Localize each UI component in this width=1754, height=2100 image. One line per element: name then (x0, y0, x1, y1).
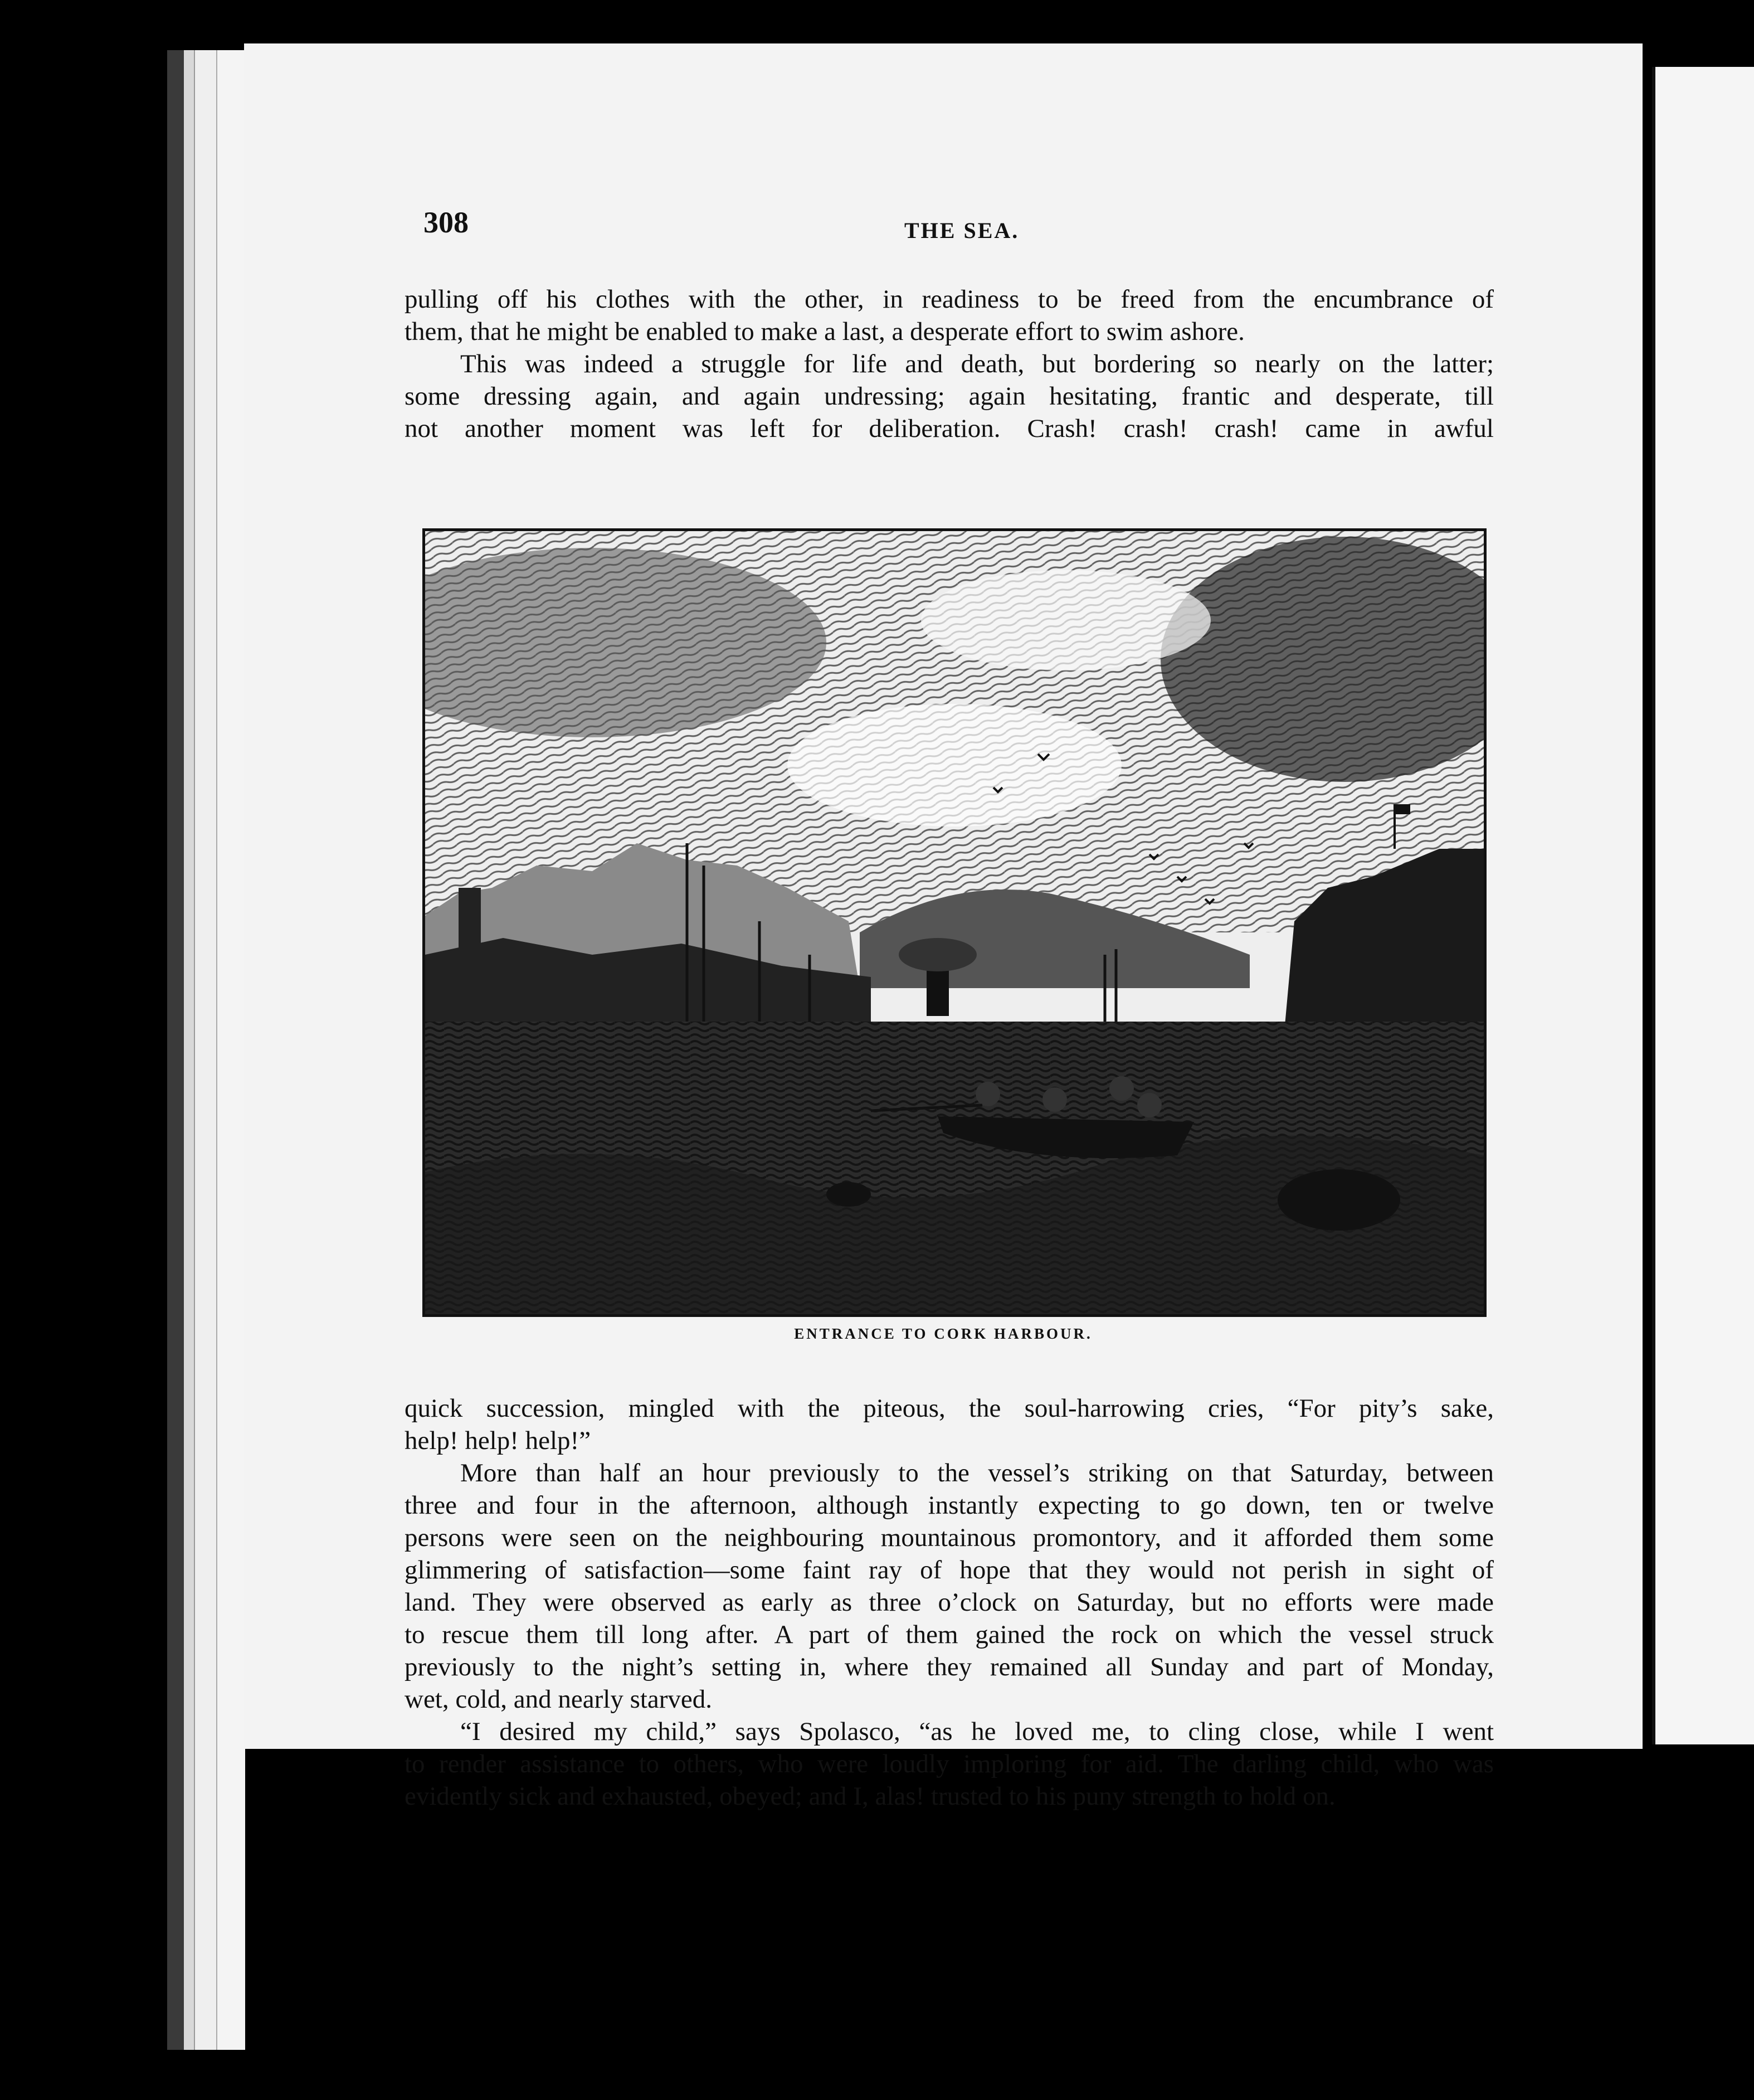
text-line: pulling off his clothes with the other, in readiness to be freed from the encumbrance of (405, 285, 1494, 314)
book-edge-page (194, 50, 217, 2050)
text-line: to rescue them till long after. A part of them gained the rock on which the vessel struck (405, 1620, 1494, 1649)
book-edge-page (184, 50, 194, 2050)
top-text-block (405, 283, 1494, 445)
book-edge-page (216, 50, 245, 2050)
engraving-illustration (422, 528, 1487, 1317)
text-line: to render assistance to others, who were loudly imploring for aid. The darling child, who was (405, 1749, 1494, 1778)
text-line: previously to the night’s setting in, where they remained all Sunday and part of Monday, (405, 1652, 1494, 1681)
text-line: not another moment was left for deliberation. Crash! crash! crash! came in awful (405, 414, 1494, 443)
page-number: 308 (423, 206, 469, 239)
text-line: This was indeed a struggle for life and death, but bordering so nearly on the latter; (460, 349, 1494, 378)
text-line: some dressing again, and again undressing; again hesitating, frantic and desperate, till (405, 382, 1494, 411)
bottom-text-block (405, 1392, 1494, 1812)
text-line: More than half an hour previously to the vessel’s striking on that Saturday, between (460, 1459, 1494, 1488)
text-line: them, that he might be enabled to make a last, a desperate effort to swim ashore. (405, 317, 1245, 346)
illustration-caption: ENTRANCE TO CORK HARBOUR. (794, 1325, 1093, 1342)
text-line: help! help! help!” (405, 1426, 591, 1455)
text-line: glimmering of satisfaction—some faint ray of hope that they would not perish in sight of (405, 1555, 1494, 1584)
facing-page (1652, 67, 1754, 1744)
book-edge-dark (167, 50, 184, 2050)
text-line: “I desired my child,” says Spolasco, “as he loved me, to cling close, while I went (460, 1717, 1494, 1746)
text-line: land. They were observed as early as three o’clock on Saturday, but no efforts were made (405, 1588, 1494, 1617)
text-line: quick succession, mingled with the piteous, the soul-harrowing cries, “For pity’s sake, (405, 1394, 1494, 1423)
text-line: three and four in the afternoon, although instantly expecting to go down, ten or twelve (405, 1491, 1494, 1520)
running-title: THE SEA. (904, 218, 1020, 243)
text-line: persons were seen on the neighbouring mountainous promontory, and it afforded them some (405, 1523, 1494, 1552)
book-page (244, 43, 1643, 1811)
harbour-engraving (425, 531, 1484, 1314)
text-line: evidently sick and exhausted, obeyed; and I, alas! trusted to his puny strength to hold on. (405, 1782, 1336, 1811)
text-line: wet, cold, and nearly starved. (405, 1685, 713, 1714)
